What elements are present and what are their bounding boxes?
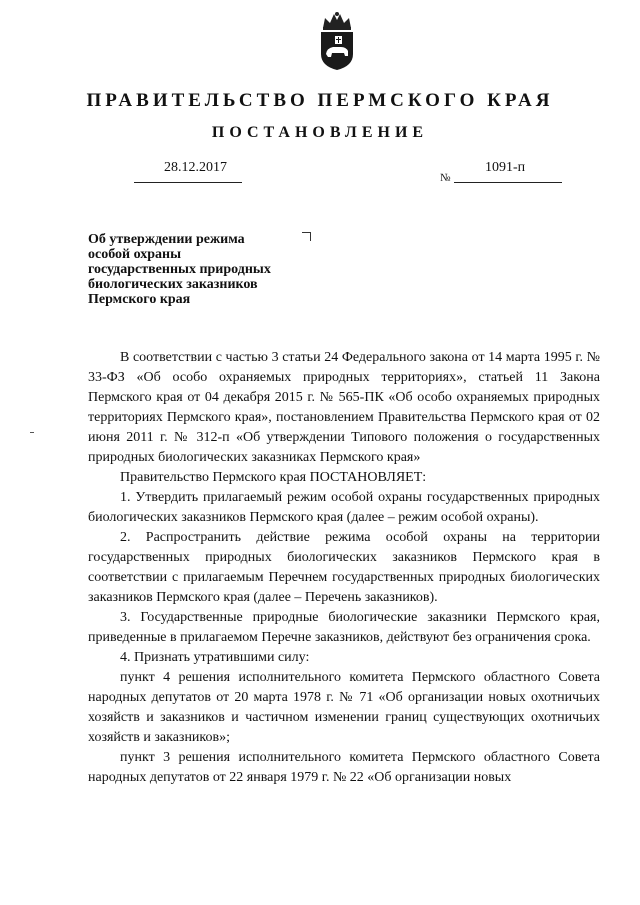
perm-krai-coat-of-arms-icon	[317, 10, 357, 72]
body-paragraph: В соответствии с частью 3 статьи 24 Федерального закона от 14 марта 1995 г. № 33-ФЗ «Об особо охраняемых природных территориях», статьей 11 Закона Пермского края от 04 декабря 2015 г. № 565-ПК «Об особо охраняемых природных территориях Пермского края», постановлением Правительства Пермского края от 02 июня 2011 г. № 312-п «Об утверждении Типового положения о государственных природных биологических заказниках Пермского края»	[88, 350, 600, 465]
subject-line: Пермского края	[88, 292, 191, 307]
government-title: ПРАВИТЕЛЬСТВО ПЕРМСКОГО КРАЯ	[86, 90, 554, 111]
subject-line: государственных природных	[88, 262, 271, 277]
date-field	[134, 158, 242, 186]
body-paragraph: 4. Признать утратившими силу:	[120, 650, 310, 665]
body-paragraph: пункт 3 решения исполнительного комитета Пермского областного Совета народных депутатов от 22 января 1979 г. № 22 «Об организации новых	[88, 750, 600, 785]
body-paragraph: 1. Утвердить прилагаемый режим особой охраны государственных природных биологических заказников Пермского края (далее – режим особой охраны).	[88, 490, 600, 525]
subject-line: Об утверждении режима	[88, 232, 245, 247]
number-field	[440, 158, 564, 186]
subject-line: особой охраны	[88, 247, 182, 262]
number-sign: №	[440, 172, 451, 184]
document-subject	[88, 232, 308, 307]
body-paragraph: 2. Распространить действие режима особой охраны на территории государственных природных биологических заказников Пермского края в соответствии с прилагаемым Перечнем государственных природных биологических заказников Пермского края (далее – Перечень заказников).	[88, 530, 600, 605]
document-date: 28.12.2017	[164, 160, 227, 175]
body-paragraph: пункт 4 решения исполнительного комитета Пермского областного Совета народных депутатов от 20 марта 1978 г. № 71 «Об организации новых охотничьих хозяйств и заказников и частичном изменении границ существующих охотничьих хозяйств и заказников»;	[88, 670, 600, 745]
document-number: 1091-п	[485, 160, 526, 175]
body-paragraph: Правительство Пермского края ПОСТАНОВЛЯЕТ:	[120, 470, 427, 485]
document-body	[88, 348, 600, 788]
body-paragraph: 3. Государственные природные биологические заказники Пермского края, приведенные в прилагаемом Перечне заказников, действуют без ограничения срока.	[88, 610, 600, 645]
margin-tick	[30, 432, 34, 433]
document-type: ПОСТАНОВЛЕНИЕ	[211, 124, 429, 141]
date-underline	[134, 182, 242, 183]
number-underline	[454, 182, 562, 183]
subject-line: биологических заказников	[88, 277, 258, 292]
